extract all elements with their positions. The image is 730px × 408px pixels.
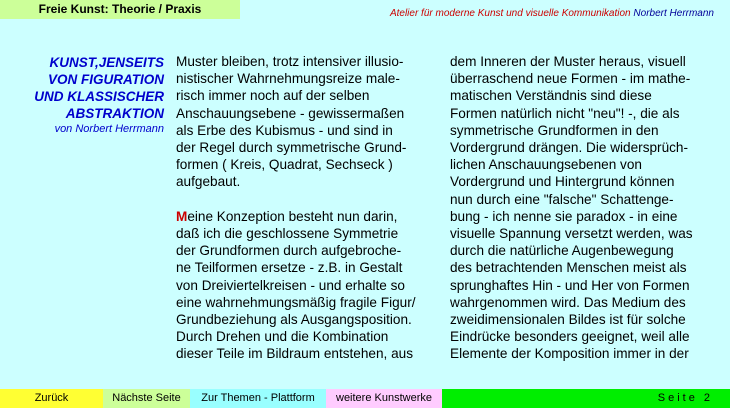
text-line: der Grundformen durch aufgebroche- [176, 243, 402, 259]
text-line: eine wahrnehmungsmäßig fragile Figur/ [176, 294, 416, 310]
text-fragment: eine Konzeption besteht nun darin, [187, 208, 398, 224]
article-author: von Norbert Herrmann [54, 123, 164, 135]
text-line: lichen Anschauungsebenen von [450, 157, 642, 173]
text-column-2 [450, 53, 720, 363]
drop-cap: M [176, 208, 188, 224]
text-line: der Regel durch symmetrische Grund- [176, 140, 407, 156]
title-line: KUNST,JENSEITS [49, 55, 164, 70]
text-line [176, 208, 436, 225]
text-line: matischen Verständnis sind diese [450, 88, 652, 104]
text-line: des betrachtenden Menschen meist als [450, 260, 687, 276]
atelier-name: Norbert Herrmann [633, 8, 714, 19]
atelier-text: Atelier für moderne Kunst und visuelle Kommunikation [389, 8, 631, 19]
footer-nav [0, 389, 730, 408]
text-line: Vordergrund und Hintergrund können [450, 174, 675, 190]
text-line: sprunghaftes Hin - und Her von Formen [450, 277, 690, 293]
title-line: UND KLASSISCHER [34, 89, 164, 104]
title-line: VON FIGURATION [48, 72, 164, 87]
back-link[interactable]: Zurück [0, 389, 103, 408]
text-line: als Erbe des Kubismus - und sind in [176, 122, 393, 138]
text-line: von Dreiviertelkreisen - und erhalte so [176, 277, 405, 293]
text-line: Grundbeziehung als Ausgangsposition. [176, 312, 412, 328]
text-line: symmetrische Grundformen in den [450, 122, 659, 138]
text-line: dieser Teile im Bildraum entstehen, aus [176, 346, 414, 362]
text-line: daß ich die geschlossene Symmetrie [176, 226, 399, 242]
paragraph-gap [176, 191, 436, 208]
text-line: nun durch eine "falsche" Schattenge- [450, 191, 674, 207]
text-line: wahrgenommen wird. Das Medium des [450, 294, 686, 310]
text-line: nistischer Wahrnehmungsreize male- [176, 71, 400, 87]
text-line: visuelle Spannung versetzt werden, was [450, 226, 693, 242]
text-line: Elemente der Komposition immer in der [450, 346, 689, 362]
text-line: aufgebaut. [176, 174, 241, 190]
atelier-tagline [390, 7, 714, 20]
text-line: formen ( Kreis, Quadrat, Sechseck ) [176, 157, 393, 173]
section-tab: Freie Kunst: Theorie / Praxis [0, 0, 240, 19]
more-artworks-link[interactable]: weitere Kunstwerke [326, 389, 442, 408]
text-line: Muster bleiben, trotz intensiver illusio- [176, 54, 404, 69]
text-line: überraschend neue Formen - im mathe- [450, 71, 691, 87]
article-heading [0, 54, 164, 137]
themes-platform-link[interactable]: Zur Themen - Plattform [190, 389, 326, 408]
text-line: Anschauungsebene - gewissermaßen [176, 105, 405, 121]
text-line: risch immer noch auf der selben [176, 88, 370, 104]
text-line: Vordergrund drängen. Die widersprüch- [450, 140, 689, 156]
page-indicator: Seite 2 [442, 389, 730, 408]
text-line: durch die natürliche Augenbewegung [450, 243, 674, 259]
text-line: Durch Drehen und die Kombination [176, 329, 389, 345]
text-line: Eindrücke besonders geeignet, weil alle [450, 329, 690, 345]
next-page-link[interactable]: Nächste Seite [103, 389, 190, 408]
text-line: Formen natürlich nicht "neu"! -, die als [450, 105, 680, 121]
text-line: dem Inneren der Muster heraus, visuell [450, 54, 686, 69]
text-line: zweidimensionalen Bildes ist für solche [450, 312, 686, 328]
text-line: ne Teilformen ersetze - z.B. in Gestalt [176, 260, 403, 276]
title-line: ABSTRAKTION [65, 106, 164, 121]
text-column-1 [176, 53, 436, 363]
text-line: bung - ich nenne sie paradox - in eine [450, 208, 678, 224]
